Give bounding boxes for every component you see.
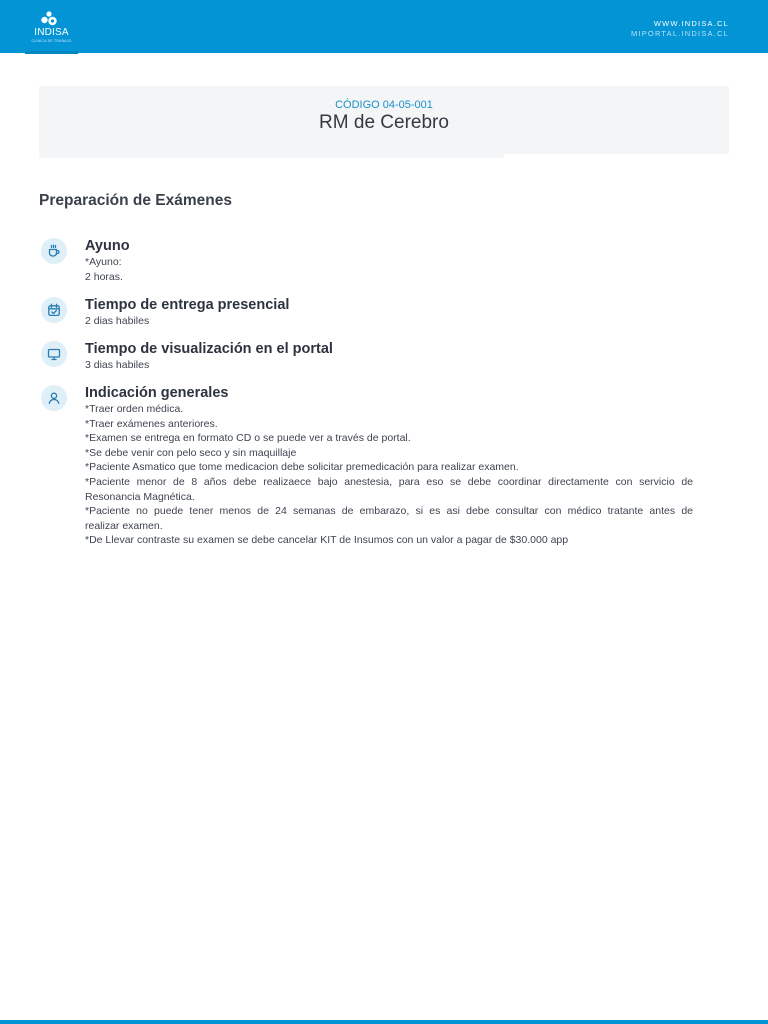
logo-active-underline <box>25 51 78 54</box>
item-title: Tiempo de visualización en el portal <box>85 341 333 357</box>
item-line: *Examen se entrega en formato CD o se puede ver a través de portal. <box>85 432 411 445</box>
item-line: Resonancia Magnética. <box>85 490 195 503</box>
calendar-check-icon <box>41 297 67 323</box>
item-description <box>85 255 693 284</box>
item-line: *Paciente menor de 8 años debe realizaece bajo anestesia, para eso se debe coordinar directamente con servicio de <box>85 475 693 488</box>
item-line: *Se debe venir con pelo seco y sin maquillaje <box>85 446 297 459</box>
bottom-bar <box>0 1020 768 1024</box>
top-header <box>0 0 768 53</box>
item-line: *Ayuno: <box>85 256 122 268</box>
exam-header-panel <box>39 86 729 154</box>
logo-tagline: CLÍNICA DE TRABAJO <box>31 39 72 43</box>
logo-name: INDISA <box>34 27 69 38</box>
item-line: *Paciente no puede tener menos de 24 semanas de embarazo, si es asi debe consultar con médico tratante antes de <box>85 505 693 518</box>
item-line: *De Llevar contraste su examen se debe cancelar KIT de Insumos con un valor a pagar de $30.000 app <box>85 534 569 547</box>
item-title: Tiempo de entrega presencial <box>85 297 290 313</box>
exam-title: RM de Cerebro <box>319 112 449 133</box>
item-line: *Traer exámenes anteriores. <box>85 417 218 430</box>
monitor-icon <box>41 341 67 367</box>
item-line: *Traer orden médica. <box>85 403 184 415</box>
item-line: *Paciente Asmatico que tome medicacion debe solicitar premedicación para realizar examen. <box>85 461 519 474</box>
indisa-logo[interactable] <box>25 0 78 53</box>
header-links <box>631 19 729 39</box>
item-line: 2 horas. <box>85 270 123 283</box>
user-icon <box>41 385 67 411</box>
portal-link[interactable]: MIPORTAL.INDISA.CL <box>630 29 729 38</box>
item-description <box>85 402 693 548</box>
exam-header-panel-edge <box>39 154 504 158</box>
item-description <box>85 358 693 373</box>
item-line: 2 dias habiles <box>85 315 150 327</box>
item-line: realizar examen. <box>85 519 163 532</box>
item-title: Indicación generales <box>85 385 229 401</box>
item-description <box>85 314 693 329</box>
item-title: Ayuno <box>85 238 130 254</box>
item-line: 3 dias habiles <box>85 359 150 371</box>
section-title: Preparación de Exámenes <box>39 192 232 209</box>
coffee-cup-icon <box>41 238 67 264</box>
exam-code: CÓDIGO 04-05-001 <box>335 99 433 111</box>
website-link[interactable]: WWW.INDISA.CL <box>653 19 729 28</box>
